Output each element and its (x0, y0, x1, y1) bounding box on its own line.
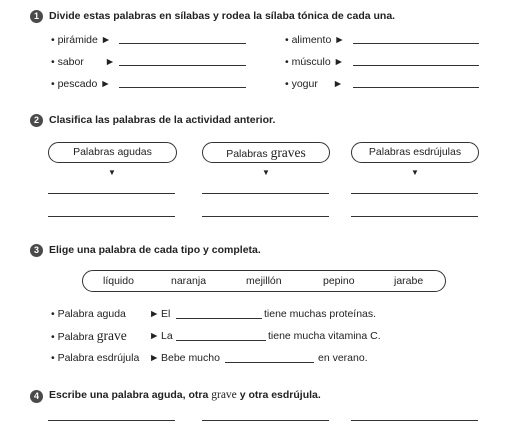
word: pescado (57, 78, 98, 90)
title-part: y otra esdrújula. (239, 389, 321, 401)
answer-line[interactable] (119, 43, 246, 44)
activity-number: 3 (30, 244, 43, 257)
answer-line[interactable] (351, 216, 478, 217)
play-arrow-icon: ► (334, 34, 345, 46)
play-arrow-icon: ► (100, 34, 112, 46)
sentence-end: en verano. (318, 352, 368, 364)
answer-line[interactable] (176, 340, 266, 341)
bank-word: jarabe (394, 275, 424, 287)
activity-number: 1 (30, 10, 43, 23)
sentence-start: Bebe mucho (161, 352, 220, 364)
answer-line[interactable] (225, 362, 314, 363)
sentence-end: tiene mucha vitamina C. (268, 330, 381, 342)
word: yogur (291, 78, 318, 90)
down-arrow-icon: ▼ (262, 168, 270, 177)
answer-line[interactable] (353, 65, 479, 66)
title-part: Escribe una palabra aguda, otra (49, 389, 209, 401)
list-item: • músculo ► (285, 56, 345, 68)
answer-line[interactable] (119, 65, 246, 66)
activity-title (49, 389, 321, 401)
handwritten-word: grave (211, 389, 237, 401)
row-label: Palabra esdrújula (57, 352, 140, 364)
sentence-end: tiene muchas proteínas. (264, 308, 377, 320)
bank-word: líquido (103, 275, 134, 287)
word: alimento (291, 34, 332, 46)
down-arrow-icon: ▼ (411, 168, 419, 177)
answer-line[interactable] (48, 420, 175, 421)
activity-title: Clasifica las palabras de la actividad anterior. (49, 114, 276, 126)
row-label: Palabra aguda (57, 308, 126, 320)
answer-line[interactable] (353, 43, 479, 44)
sentence-row: • Palabra esdrújula (51, 352, 140, 364)
answer-line[interactable] (176, 318, 262, 319)
activity-title: Elige una palabra de cada tipo y completa. (49, 244, 261, 256)
category-pill: Palabras agudas (48, 142, 177, 163)
word-bank (82, 270, 446, 292)
activity-number: 4 (30, 390, 43, 403)
word: músculo (291, 56, 331, 68)
sentence-start: La (161, 330, 173, 342)
category-label: Palabras (226, 148, 268, 160)
sentence-row: • Palabra grave (51, 328, 127, 343)
sentence-row: • Palabra aguda (51, 308, 126, 320)
activity-number: 2 (30, 114, 43, 127)
handwritten-word: graves (270, 145, 306, 160)
answer-line[interactable] (351, 193, 478, 194)
list-item: • pirámide ► (51, 34, 112, 46)
list-item: • pescado ► (51, 78, 111, 90)
bank-word: pepino (323, 275, 355, 287)
play-arrow-icon: ► (149, 330, 160, 342)
answer-line[interactable] (353, 87, 479, 88)
play-arrow-icon: ► (332, 78, 344, 90)
word: sabor (57, 56, 84, 68)
list-item: • sabor ► (51, 56, 116, 68)
answer-line[interactable] (119, 87, 246, 88)
answer-line[interactable] (48, 216, 175, 217)
play-arrow-icon: ► (100, 78, 111, 90)
list-item: • alimento ► (285, 34, 345, 46)
play-arrow-icon: ► (149, 352, 160, 364)
bank-word: mejillón (246, 275, 282, 287)
down-arrow-icon: ▼ (108, 168, 116, 177)
category-pill (202, 142, 330, 163)
list-item: • yogur ► (285, 78, 344, 90)
activity-title: Divide estas palabras en sílabas y rodea la sílaba tónica de cada una. (49, 10, 396, 22)
play-arrow-icon: ► (333, 56, 345, 68)
word: pirámide (57, 34, 98, 46)
bank-word: naranja (171, 275, 207, 287)
row-label: Palabra (57, 331, 94, 343)
answer-line[interactable] (202, 216, 329, 217)
play-arrow-icon: ► (104, 56, 116, 68)
play-arrow-icon: ► (149, 308, 160, 320)
handwritten-word: grave (96, 328, 127, 343)
sentence-start: El (161, 308, 171, 320)
answer-line[interactable] (202, 420, 329, 421)
category-pill: Palabras esdrújulas (351, 142, 479, 163)
answer-line[interactable] (351, 420, 478, 421)
answer-line[interactable] (202, 193, 329, 194)
answer-line[interactable] (48, 193, 175, 194)
